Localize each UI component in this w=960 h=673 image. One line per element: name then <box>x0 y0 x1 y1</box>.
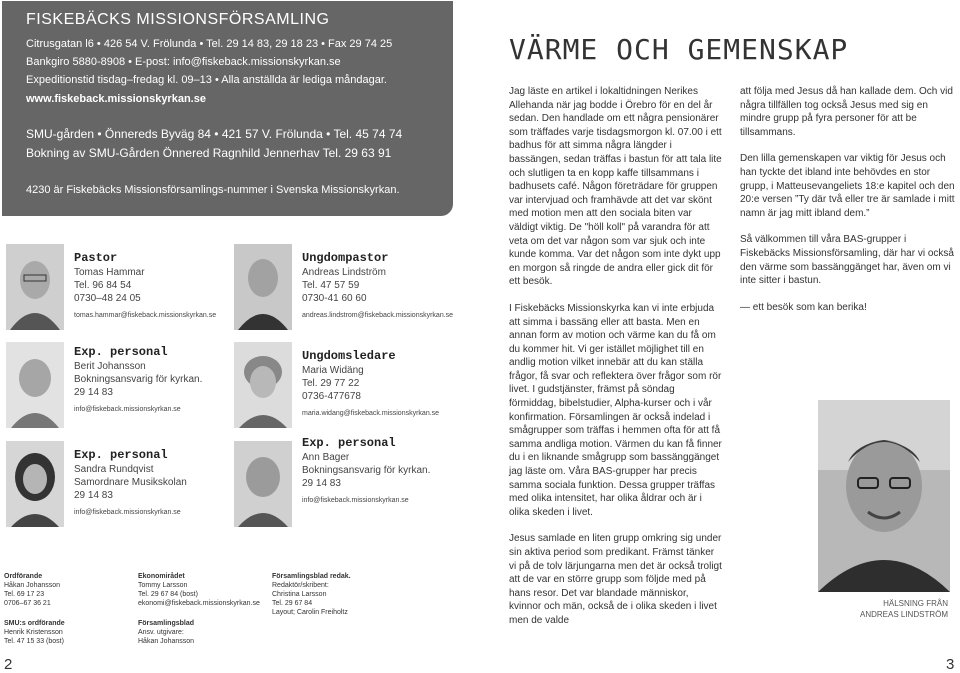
page-number-right: 3 <box>946 656 955 673</box>
article-paragraph: Jag läste en artikel i lokaltidningen Nerikes Allehanda när jag bodde i Örebro för en del år sedan. Den handlade om ett några pensionärer som träffades varje tisdagsmorgon kl. 07.00 i ett badhus för att simma några längder i bassängen, sedan träffas i bastun för att tala lite och slutligen ta en kopp kaffe tillsammans i badhusets café. Någon företrädare för gruppen var intervjuad och framhävde att det var skönt med motion men att den sociala biten var väldigt viktig. De "höll koll" på varandra för att veta om det var någon som var sjuk och inte kunde komma. Var det någon som inte dykt upp en morgon så ringde de andra eller gick dit för ett besök. <box>509 86 722 288</box>
page-number-left: 2 <box>4 656 13 673</box>
credit-heading: Församlingsblad redak. <box>272 573 351 580</box>
staff-phone: 29 14 83 <box>302 478 341 489</box>
staff-maria <box>302 350 439 420</box>
staff-duty: Bokningsansvarig för kyrkan. <box>74 374 203 385</box>
bankgiro-line: Bankgiro 5880-8908 • E-post: info@fiskeback.missionskyrkan.se <box>26 56 341 68</box>
credit-line: Tel. 29 67 84 <box>272 600 313 607</box>
staff-photo-pastor <box>6 244 64 330</box>
staff-andreas <box>302 252 453 322</box>
staff-role: Ungdomsledare <box>302 349 396 363</box>
credit-bulletin <box>138 619 194 646</box>
staff-name: Berit Johansson <box>74 361 146 372</box>
staff-duty: Samordnare Musikskolan <box>74 477 187 488</box>
staff-duty: Bokningsansvarig för kyrkan. <box>302 465 431 476</box>
staff-phone: 29 14 83 <box>74 387 113 398</box>
staff-ann <box>302 437 430 507</box>
credit-heading: Ekonomirådet <box>138 573 185 580</box>
signoff-author: ANDREAS LINDSTRÖM <box>859 610 948 619</box>
credit-line: Tel. 69 17 23 <box>4 591 45 598</box>
credit-smu-chair <box>4 619 65 646</box>
staff-role: Exp. personal <box>74 345 168 359</box>
staff-email[interactable]: maria.widang@fiskeback.missionskyrkan.se <box>302 410 440 417</box>
staff-role: Pastor <box>74 251 118 265</box>
staff-name: Andreas Lindström <box>302 267 386 278</box>
credit-chair <box>4 572 60 608</box>
staff-email[interactable]: info@fiskeback.missionskyrkan.se <box>302 497 409 504</box>
staff-pastor <box>74 252 216 322</box>
smu-address-line: SMU-gården • Önnereds Byväg 84 • 421 57 V. Frölunda • Tel. 45 74 74 <box>26 127 403 141</box>
member-number-line: 4230 är Fiskebäcks Missionsförsamlings-nummer i Svenska Missionskyrkan. <box>26 184 400 196</box>
staff-name: Ann Bager <box>302 452 350 463</box>
staff-phone: Tel. 96 84 54 <box>74 280 132 291</box>
credit-heading: Församlingsblad <box>138 620 195 627</box>
author-photo <box>818 400 950 592</box>
staff-photo-ann <box>234 441 292 527</box>
staff-phone: 29 14 83 <box>74 490 113 501</box>
staff-role: Exp. personal <box>302 436 396 450</box>
staff-mobile: 0730-41 60 60 <box>302 293 367 304</box>
staff-role: Ungdompastor <box>302 251 389 265</box>
staff-name: Sandra Rundqvist <box>74 464 154 475</box>
office-hours-line: Expeditionstid tisdag–fredag kl. 09–13 • Alla anställda är lediga måndagar. <box>26 74 387 86</box>
staff-photo-berit <box>6 342 64 428</box>
signoff-greeting: HÄLSNING FRÅN <box>883 599 948 608</box>
contact-box <box>2 1 453 216</box>
address-line: Citrusgatan l6 • 426 54 V. Frölunda • Tel. 29 14 83, 29 18 23 • Fax 29 74 25 <box>26 38 393 50</box>
staff-photo-maria <box>234 342 292 428</box>
credit-finance <box>138 572 260 608</box>
staff-name: Tomas Hammar <box>74 267 145 278</box>
staff-name: Maria Widäng <box>302 365 364 376</box>
staff-mobile: 0730–48 24 05 <box>74 293 141 304</box>
article-column-2 <box>740 85 956 327</box>
credit-line: Tel. 29 67 84 (bost) <box>138 591 198 598</box>
website-link[interactable]: www.fiskeback.missionskyrkan.se <box>26 93 206 105</box>
article-paragraph: I Fiskebäcks Missionskyrka kan vi inte erbjuda att simma i bassäng eller att basta. Men en annan form av motion och värme kan du få om du kommer hit. Vi ger istället möjlighet till en andlig motion vilket innebär att du kan ställa frågor, få svar och reflektera över frågor som rör livet. I gudstjänster, främst på söndag förmiddag, bibelstudier, Alpha-kurser och i vår konfirmation. Församlingen är också indelad i smågrupper som träffas i hemmen ofta för att få samma andliga motion. Värmen du kan få finner du i en liknande smågrupp som bassänggänget jag läste om. Våra BAS-grupper har precis samma sociala funktion. Dessa grupper träffas med olika intensitet, har olika åldrar och är i olika skeden i livet. <box>509 302 722 518</box>
congregation-title: FISKEBÄCKS MISSIONSFÖRSAMLING <box>26 11 330 28</box>
article-headline: VÄRME OCH GEMENSKAP <box>509 33 849 66</box>
article-paragraph: Jesus samlade en liten grupp omkring sig under sin aktiva period som predikant. Främst tänker vi på de tolv lärjungarna men det är också troligt att de var en större grupp som följde med på hans resor. Det var blandade människor, kvinnor och män, också de i olika skeden i livet men de valde <box>509 533 722 626</box>
staff-email[interactable]: andreas.lindstrom@fiskeback.missionskyrkan.se <box>302 312 454 319</box>
credit-heading: Ordförande <box>4 573 43 580</box>
article-closing: — ett besök som kan berika! <box>740 301 867 313</box>
staff-sandra <box>74 449 187 519</box>
credit-editorial <box>272 572 351 617</box>
staff-phone: Tel. 47 57 59 <box>302 280 360 291</box>
smu-booking-line: Bokning av SMU-Gården Önnered Ragnhild Jennerhav Tel. 29 63 91 <box>26 146 392 160</box>
article-signoff <box>842 598 948 620</box>
article-column-1 <box>509 85 723 641</box>
credit-line: Tommy Larsson <box>138 582 188 589</box>
staff-role: Exp. personal <box>74 448 168 462</box>
credit-line: Henrik Kristensson <box>4 629 63 636</box>
staff-phone: Tel. 29 77 22 <box>302 378 360 389</box>
credit-line: Layout; Carolin Freiholtz <box>272 609 348 616</box>
credit-line: Håkan Johansson <box>4 582 61 589</box>
credit-line: Ansv. utgivare: <box>138 629 184 636</box>
credit-line: Christina Larsson <box>272 591 327 598</box>
credit-line: Tel. 47 15 33 (bost) <box>4 638 64 645</box>
staff-berit <box>74 346 202 416</box>
article-paragraph: Så välkommen till våra BAS-grupper i Fiskebäcks Missionsförsamling, där har vi också den värme som bassänggänget har, även om vi inte sitter i bastun. <box>740 234 954 287</box>
credit-line: Håkan Johansson <box>138 638 195 645</box>
staff-email[interactable]: info@fiskeback.missionskyrkan.se <box>74 509 181 516</box>
credit-line: 0706–67 36 21 <box>4 600 51 607</box>
staff-mobile: 0736-477678 <box>302 391 361 402</box>
staff-email[interactable]: info@fiskeback.missionskyrkan.se <box>74 406 181 413</box>
staff-email[interactable]: tomas.hammar@fiskeback.missionskyrkan.se <box>74 312 217 319</box>
article-paragraph: att följa med Jesus då han kallade dem. Och vid några tillfällen tog också Jesus med sig en mindre grupp på fyra personer för att be tillsammans. <box>740 86 953 138</box>
staff-photo-sandra <box>6 441 64 527</box>
staff-photo-andreas <box>234 244 292 330</box>
credit-line: ekonomi@fiskeback.missionskyrkan.se <box>138 600 260 607</box>
credit-heading: SMU:s ordförande <box>4 620 65 627</box>
credit-line: Redaktör/skribent: <box>272 582 329 589</box>
article-paragraph: Den lilla gemenskapen var viktig för Jesus och han tyckte det ibland inte behövdes en stor grupp, i Matteusevangeliets 18:e kapitel och den 20:e versen ”Ty där två eller tre är samlade i mitt namn är jag mitt ibland dem.” <box>740 153 955 219</box>
